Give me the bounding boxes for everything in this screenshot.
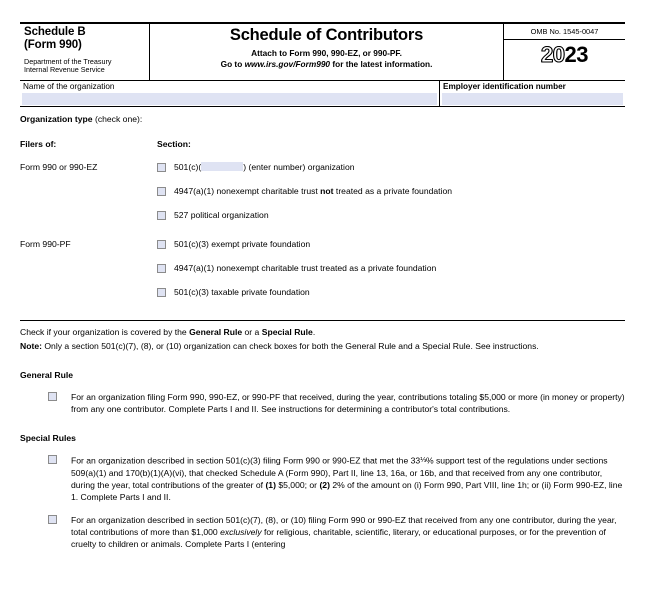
coverage-part2: or a	[242, 327, 262, 337]
note-instruction	[20, 340, 625, 352]
special-rule-1-seg4: 2% of the amount on (i) Form 990, Part VIII, line 1h; or (ii) Form 990-EZ, line 1. Complete Parts I and II.	[71, 479, 623, 502]
coverage-part3: .	[312, 327, 316, 337]
general-rule-text: For an organization filing Form 990, 990-EZ, or 990-PF that received, during the year, contributions totaling $5,000 or more (in money or property) from any one contributor. Complete Parts I and II. See instructions for determining a contributor's total contributions.	[71, 392, 625, 414]
option-text-suffix: ) (enter number) organization	[243, 162, 355, 172]
special-rule-1-text	[71, 454, 625, 503]
org-type-row	[20, 287, 625, 298]
organization-type-heading	[20, 114, 625, 125]
tax-year-suffix: 23	[564, 42, 588, 67]
option-label	[174, 162, 355, 173]
coverage-part1: Check if your organization is covered by the	[20, 327, 190, 337]
masthead-left	[20, 24, 150, 80]
schedule-title-line1: Schedule B	[24, 26, 86, 38]
schedule-title-line2: (Form 990)	[24, 38, 82, 51]
organization-type-heading-bold: Organization type	[20, 114, 93, 124]
checkbox-option-527-political[interactable]	[157, 210, 269, 221]
checkbox-501c-enter-number[interactable]	[157, 163, 166, 172]
section-column-header: Section:	[157, 139, 191, 149]
irs-url-link[interactable]: www.irs.gov/Form990	[244, 59, 331, 69]
org-type-row	[20, 162, 625, 173]
option-label: 501(c)(3) exempt private foundation	[174, 239, 311, 249]
special-rule-1-seg3: $5,000; or	[275, 479, 320, 490]
checkbox-special-rule-1[interactable]	[48, 455, 57, 464]
checkbox-option-501c-enter-number[interactable]	[157, 162, 355, 173]
special-rule-1-bold2: (2)	[319, 479, 330, 490]
checkbox-option-4947a1-not-private-foundation[interactable]	[157, 186, 452, 197]
special-rules-heading: Special Rules	[20, 433, 76, 443]
special-rule-item-2[interactable]	[20, 514, 625, 550]
filer-label-spacer	[20, 186, 157, 197]
attach-instruction: Attach to Form 990, 990-EZ, or 990-PF.	[251, 48, 402, 58]
section-number-input[interactable]	[201, 162, 243, 171]
option-label	[174, 186, 452, 197]
note-body: Only a section 501(c)(7), (8), or (10) organization can check boxes for both the General Rule and a Special Rule. See instructions.	[41, 341, 539, 351]
organization-name-input[interactable]	[22, 93, 437, 105]
section-divider	[20, 320, 625, 321]
checkbox-general-rule[interactable]	[48, 392, 57, 401]
ein-input[interactable]	[442, 93, 623, 105]
org-type-row	[20, 210, 625, 221]
checkbox-option-501c3-taxable-private-foundation[interactable]	[157, 287, 310, 298]
filer-label-spacer	[20, 287, 157, 298]
masthead-center	[150, 24, 503, 80]
special-rule-1-bold1: (1)	[265, 479, 276, 490]
ein-cell	[440, 81, 625, 106]
checkbox-option-4947a1-treated-private-foundation[interactable]	[157, 263, 436, 274]
general-rule-emphasis: General Rule	[189, 327, 243, 337]
goto-prefix: Go to	[220, 59, 243, 69]
checkbox-4947a1-treated-private-foundation[interactable]	[157, 264, 166, 273]
goto-suffix: for the latest information.	[332, 59, 433, 69]
checkbox-527-political[interactable]	[157, 211, 166, 220]
coverage-instruction	[20, 326, 625, 338]
tax-year	[504, 40, 625, 68]
special-rule-2-seg1: For an organization described in section 501(c)(7), (8), or (10) filing Form 990 or 990-EZ that received from any one contributor, during the year, total contributions of more than $1,000	[71, 514, 617, 537]
general-rule-heading: General Rule	[20, 370, 74, 380]
form-masthead	[20, 22, 625, 81]
general-rule-item[interactable]	[20, 391, 625, 415]
checkbox-special-rule-2[interactable]	[48, 515, 57, 524]
organization-type-heading-rest: (check one):	[92, 114, 143, 124]
filer-label-990pf: Form 990-PF	[20, 239, 71, 249]
department-line1: Department of the Treasury	[24, 57, 112, 66]
option-text-prefix: 501(c)(	[174, 162, 202, 172]
organization-name-cell	[20, 81, 440, 106]
filer-label-spacer	[20, 210, 157, 221]
form-page	[0, 22, 645, 612]
department-line2: Internal Revenue Service	[24, 65, 105, 75]
ein-label: Employer identification number	[443, 82, 566, 91]
option-text-emphasis: not	[320, 186, 334, 196]
checkbox-option-501c3-exempt-private-foundation[interactable]	[157, 239, 310, 250]
filer-label-spacer	[20, 263, 157, 274]
org-type-row	[20, 186, 625, 197]
page-title: Schedule of Contributors	[229, 26, 424, 44]
filer-label-990: Form 990 or 990-EZ	[20, 162, 98, 172]
schedule-title	[24, 26, 145, 51]
column-headers	[20, 139, 625, 149]
option-label: 501(c)(3) taxable private foundation	[174, 287, 310, 297]
special-rule-2-italic: exclusively	[220, 526, 262, 537]
org-type-row	[20, 239, 625, 250]
option-text-after: treated as a private foundation	[333, 186, 453, 196]
org-type-row	[20, 263, 625, 274]
special-rule-1-seg2: % support test of the regulations under sections 509(a)(1) and 170(b)(1)(A)(vi), that checked Schedule A (Form 990), Part II, line 13, 16a, or 16b, and that received from any one contributor, during the year, total contributions of the greater of	[71, 455, 608, 490]
organization-name-label: Name of the organization	[23, 82, 115, 91]
special-rule-emphasis: Special Rule	[261, 327, 313, 337]
option-label: 527 political organization	[174, 210, 269, 220]
department-block	[24, 58, 145, 75]
name-ein-row	[20, 81, 625, 107]
masthead-right	[503, 24, 625, 80]
option-label: 4947(a)(1) nonexempt charitable trust treated as a private foundation	[174, 263, 437, 273]
tax-year-prefix: 20	[541, 42, 565, 67]
goto-instruction	[150, 59, 503, 70]
special-rule-1-seg1: For an organization described in section 501(c)(3) filing Form 990 or 990-EZ that met the 33	[71, 455, 421, 466]
note-label: Note:	[20, 341, 42, 351]
checkbox-501c3-taxable-private-foundation[interactable]	[157, 288, 166, 297]
checkbox-501c3-exempt-private-foundation[interactable]	[157, 240, 166, 249]
one-third-fraction: ⅓	[420, 455, 426, 464]
omb-number: OMB No. 1545-0047	[504, 24, 625, 40]
filers-column-header: Filers of:	[20, 139, 57, 149]
special-rule-item-1[interactable]	[20, 454, 625, 503]
checkbox-4947a1-not-private-foundation[interactable]	[157, 187, 166, 196]
special-rule-2-seg2: for religious, charitable, scientific, literary, or educational purposes, or for the prevention of cruelty to children or animals. Complete Parts I (entering	[71, 526, 606, 549]
option-text-before: 4947(a)(1) nonexempt charitable trust	[174, 186, 321, 196]
special-rule-2-text	[71, 514, 625, 550]
